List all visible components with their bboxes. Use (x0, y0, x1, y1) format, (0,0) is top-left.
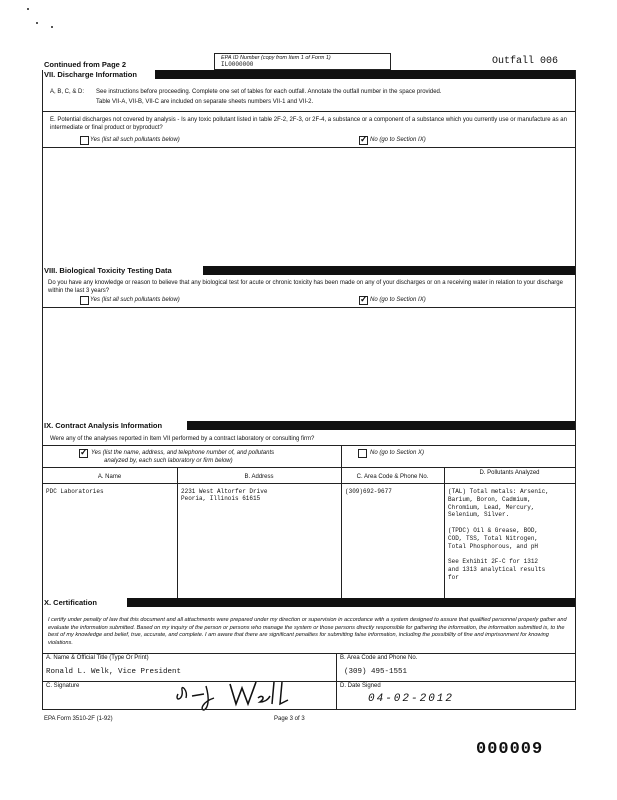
section7-yes-label: Yes (list all such pollutants below) (90, 137, 180, 143)
right-border (575, 598, 576, 709)
pollutant-line: COD, TSS, Total Nitrogen, (448, 534, 539, 542)
lab-phone: (309)692-9677 (345, 488, 392, 495)
pollutant-line: (TPDC) Oil & Grease, BOD, (448, 526, 539, 534)
lab-name: PDC Laboratories (46, 488, 104, 495)
right-border (575, 70, 576, 266)
name-title-value: Ronald L. Welk, Vice President (46, 668, 182, 676)
lab-address-line2: Peoria, Illinois 61615 (181, 495, 261, 502)
date-signed-label: D. Date Signed (340, 683, 381, 689)
section9-yes-label: Yes (list the name, address, and telephone number of, and pollutants (91, 450, 275, 456)
section8-title: VIII. Biological Toxicity Testing Data (42, 266, 204, 275)
section8-no-checkbox[interactable] (359, 296, 368, 305)
section7-yes-checkbox[interactable] (80, 136, 89, 145)
pollutant-line: Barium, Boron, Cadmium, (448, 495, 531, 503)
date-signed-value: 04-02-2012 (368, 693, 455, 705)
scan-speck (36, 22, 38, 24)
continued-label: Continued from Page 2 (44, 60, 127, 69)
bates-stamp: 000009 (476, 740, 544, 759)
pollutant-line: (TAL) Total metals: Arsenic, (448, 488, 549, 495)
right-border (575, 266, 576, 421)
scan-speck (27, 8, 29, 10)
pollutant-line: and 1313 analytical results (448, 565, 546, 573)
section8-no-label: No (go to Section IX) (370, 297, 426, 303)
section8-yes-label: Yes (list all such pollutants below) (90, 297, 180, 303)
column-header-phone: C. Area Code & Phone No. (356, 474, 429, 480)
certification-text: I certify under penalty of law that this document and all attachments were prepared under my direction or supervision in accordance with a system designed to assure that qualified personnel properly gather and evaluate the information submitted. Based on my inquiry of the person or persons who manage the system or those persons directly responsible for gathering the information, the information submitted is, to the best of my knowledge and belief, true, accurate, and complete. I am aware that there are significant penalties for submitting false information, including the possibility of fine and imprisonment for knowing violations. (48, 617, 567, 646)
phone-label: B. Area Code and Phone No. (340, 655, 418, 661)
left-border (42, 266, 43, 421)
section7-no-checkbox[interactable] (359, 136, 368, 145)
divider (42, 445, 576, 446)
divider (42, 653, 576, 654)
table-header-border (42, 483, 576, 484)
column-header-name: A. Name (97, 474, 122, 480)
section9-yes-label-2: analyzed by, each such laboratory or firm below) (104, 458, 233, 464)
divider (341, 445, 342, 467)
pollutant-line: Total Phosphorous, and pH (448, 542, 539, 550)
table-col-divider (444, 467, 445, 598)
section9-title: IX. Contract Analysis Information (42, 421, 188, 430)
section7-e-question: E. Potential discharges not covered by analysis - Is any toxic pollutant listed in table 2F-2, 2F-3, or 2F-4, a substance or a component of a substance which you currently use or manufacture as an intermediate or final product or byproduct? (50, 117, 567, 131)
scan-speck (51, 26, 53, 28)
pollutant-line (448, 550, 549, 558)
signature-label: C. Signature (46, 683, 80, 689)
pollutant-line: for (448, 573, 459, 581)
pollutant-line: Selenium, Silver. (448, 511, 510, 519)
section7-no-label: No (go to Section IX) (370, 137, 426, 143)
right-border (575, 421, 576, 598)
section9-question: Were any of the analyses reported in Item VII performed by a contract laboratory or consulting firm? (50, 436, 315, 442)
outfall-label: Outfall 006 (492, 56, 559, 67)
pollutants-analyzed (448, 488, 549, 582)
left-border (42, 70, 43, 266)
epa-id-label: EPA ID Number (copy from Item 1 of Form 1) (221, 55, 331, 61)
divider (42, 709, 576, 710)
section10-title: X. Certification (42, 598, 128, 607)
divider (42, 307, 576, 308)
section9-yes-checkbox[interactable] (79, 449, 88, 458)
section7-title: VII. Discharge Information (42, 70, 156, 79)
pollutant-line: Chromium, Lead, Mercury, (448, 503, 535, 511)
pollutant-line (448, 519, 549, 527)
name-title-label: A. Name & Official Title (Type Or Print) (46, 655, 149, 661)
epa-id-value: IL0000000 (221, 61, 254, 68)
column-header-pollutants: D. Pollutants Analyzed (479, 470, 540, 476)
section9-no-checkbox[interactable] (358, 449, 367, 458)
left-border (42, 598, 43, 709)
section9-no-label: No (go to Section X) (370, 450, 425, 456)
lab-address-line1: 2231 West Altorfer Drive (181, 488, 268, 495)
table-col-divider (341, 467, 342, 598)
page-number: Page 3 of 3 (274, 716, 305, 722)
section8-question: Do you have any knowledge or reason to believe that any biological test for acute or chronic toxicity has been made on any of your discharges or on a receiving water in relation to your discharge within the last 3 years? (48, 280, 563, 294)
pollutant-line: See Exhibit 2F-C for 1312 (448, 558, 539, 566)
abcd-label: A, B, C, & D: (50, 89, 85, 95)
abcd-text2: Table VII-A, VII-B, VII-C are included on separate sheets numbers VII-1 and VII-2. (96, 99, 314, 105)
section8-yes-checkbox[interactable] (80, 296, 89, 305)
table-top-border (42, 467, 576, 468)
divider (42, 147, 576, 148)
form-number: EPA Form 3510-2F (1-92) (44, 716, 113, 722)
column-header-address: B. Address (244, 474, 274, 480)
left-border (42, 421, 43, 598)
abcd-text: See instructions before proceeding. Complete one set of tables for each outfall. Annotate the outfall number in the space provided. (96, 89, 442, 95)
table-col-divider (177, 467, 178, 598)
phone-value: (309) 495-1551 (344, 668, 408, 676)
epa-id-box (214, 53, 391, 70)
divider (42, 111, 576, 112)
signature-image (170, 680, 320, 712)
